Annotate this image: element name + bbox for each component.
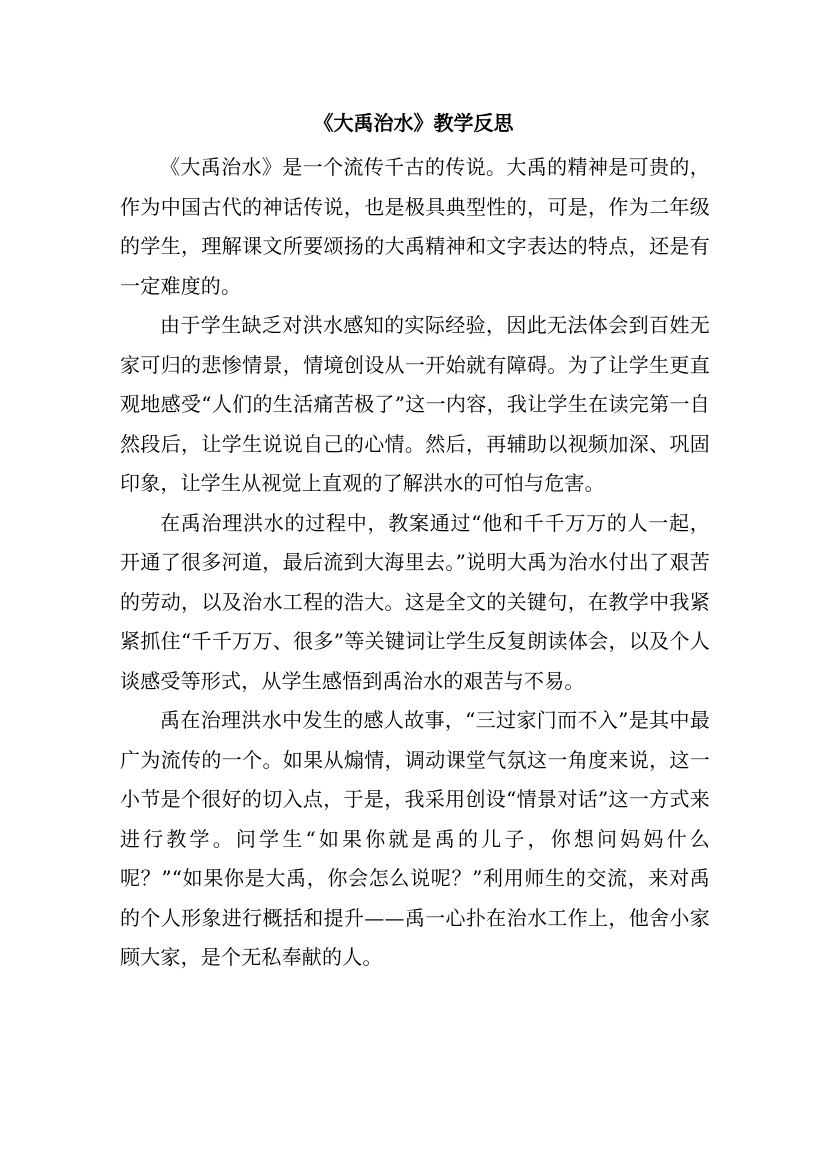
paragraph-2: 由于学生缺乏对洪水感知的实际经验，因此无法体会到百姓无家可归的悲惨情景，情境创设从一开始就有障碍。为了让学生更直观地感受“人们的生活痛苦极了”这一内容，我让学生在读完第一自然段后，让学生说说自己的心情。然后，再辅助以视频加深、巩固印象，让学生从视觉上直观的了解洪水的可怕与危害。 (120, 313, 710, 495)
document-title: 《大禹治水》教学反思 (313, 111, 514, 135)
paragraph-1: 《大禹治水》是一个流传千古的传说。大禹的精神是可贵的，作为中国古代的神话传说，也是极具典型性的，可是，作为二年级的学生，理解课文所要颂扬的大禹精神和文字表达的特点，还是有一定难度的。 (120, 155, 710, 298)
paragraph-3: 在禹治理洪水的过程中，教案通过“他和千千万万的人一起，开通了很多河道，最后流到大海里去。”说明大禹为治水付出了艰苦的劳动，以及治水工程的浩大。这是全文的关键句，在教学中我紧紧抓住“千千万万、很多”等关键词让学生反复朗读体会，以及个人谈感受等形式，从学生感悟到禹治水的艰苦与不易。 (120, 510, 710, 693)
paragraph-4: 禹在治理洪水中发生的感人故事，“三过家门而不入”是其中最广为流传的一个。如果从煽情，调动课堂气氛这一角度来说，这一小节是个很好的切入点，于是，我采用创设“情景对话”这一方式来进行教学。问学生“如果你就是禹的儿子，你想问妈妈什么呢？”“如果你是大禹，你会怎么说呢？”利用师生的交流，来对禹的个人形象进行概括和提升——禹一心扑在治水工作上，他舍小家顾大家，是个无私奉献的人。 (120, 708, 710, 969)
document-body (120, 148, 710, 978)
